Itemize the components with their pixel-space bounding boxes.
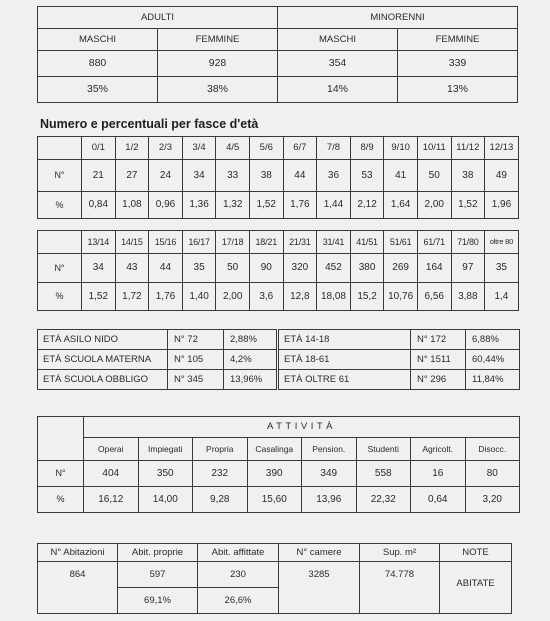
corner-cell [38, 137, 82, 160]
housing-header: N° camere [279, 544, 360, 562]
age-range-header: 31/41 [317, 231, 351, 254]
age-range-header: 5/6 [249, 137, 283, 160]
table-row [38, 350, 520, 370]
age-range-header: 17/18 [216, 231, 250, 254]
percent-cell: 0,84 [82, 192, 116, 219]
count-cell: 380 [350, 254, 384, 283]
age-range-header: 9/10 [384, 137, 418, 160]
age-range-header: 11/12 [451, 137, 485, 160]
percent-cell: 2,00 [417, 192, 451, 219]
count-cell: 269 [384, 254, 418, 283]
count-cell: 49 [485, 160, 519, 192]
percent-cell: 12,8 [283, 283, 317, 311]
count-cell: 320 [283, 254, 317, 283]
age-range-header: 8/9 [350, 137, 384, 160]
housing-header: NOTE [440, 544, 512, 562]
percent-cell: 14,00 [138, 487, 193, 513]
count-cell: 404 [84, 461, 139, 487]
count-cell: 53 [350, 160, 384, 192]
table-row [38, 562, 512, 588]
activity-header: Casalinga [247, 438, 302, 461]
percent-cell: 1,44 [317, 192, 351, 219]
percent-cell: 38% [158, 77, 278, 103]
age-range-header: 21/31 [283, 231, 317, 254]
table-row [38, 417, 520, 438]
activity-title: ATTIVITÀ [84, 417, 520, 438]
count-cell: 44 [283, 160, 317, 192]
count-cell: 16 [411, 461, 466, 487]
count-cell: 350 [138, 461, 193, 487]
percent-cell: 15,2 [350, 283, 384, 311]
age-category-label: ETÀ SCUOLA MATERNA [38, 350, 168, 370]
count-cell: 50 [417, 160, 451, 192]
count-cell: 232 [193, 461, 248, 487]
age-groups-table-2 [37, 230, 519, 311]
table-row [38, 137, 519, 160]
table-row [38, 544, 512, 562]
count-cell: 43 [115, 254, 149, 283]
housing-header: N° Abitazioni [38, 544, 118, 562]
age-range-header: 13/14 [82, 231, 116, 254]
count-cell: 33 [216, 160, 250, 192]
percent-cell: 3,88 [451, 283, 485, 311]
rooms-count: 3285 [279, 562, 360, 614]
percent-cell: 13,96 [302, 487, 357, 513]
count-cell: 90 [249, 254, 283, 283]
count-cell: 50 [216, 254, 250, 283]
count-cell: N° 345 [168, 370, 224, 390]
percent-cell: 1,52 [249, 192, 283, 219]
percent-cell: 1,4 [485, 283, 519, 311]
age-category-label: ETÀ SCUOLA OBBLIGO [38, 370, 168, 390]
count-cell: 880 [38, 51, 158, 77]
percent-cell: 1,40 [182, 283, 216, 311]
housing-header: Abit. affittate [198, 544, 279, 562]
activity-header: Studenti [356, 438, 411, 461]
activity-header: Disocc. [465, 438, 520, 461]
count-cell: N° 296 [411, 370, 466, 390]
age-range-header: 51/61 [384, 231, 418, 254]
age-categories-table [37, 329, 520, 390]
age-range-header: 10/11 [417, 137, 451, 160]
row-label: % [38, 192, 82, 219]
count-cell: 21 [82, 160, 116, 192]
housing-header: Abit. proprie [118, 544, 198, 562]
activity-header: Impiegati [138, 438, 193, 461]
table-row [38, 254, 519, 283]
count-cell: N° 172 [411, 330, 466, 350]
count-cell: 36 [317, 160, 351, 192]
count-cell: N° 72 [168, 330, 224, 350]
age-range-header: 3/4 [182, 137, 216, 160]
percent-cell: 60,44% [466, 350, 520, 370]
age-category-label: ETÀ ASILO NIDO [38, 330, 168, 350]
row-label: N° [38, 461, 84, 487]
percent-cell: 1,52 [82, 283, 116, 311]
table-row [38, 330, 520, 350]
percent-cell: 16,12 [84, 487, 139, 513]
activity-table [37, 416, 520, 513]
count-cell: 339 [398, 51, 518, 77]
housing-table [37, 543, 512, 614]
row-label: % [38, 283, 82, 311]
percent-cell: 1,96 [485, 192, 519, 219]
housing-count: 864 [38, 562, 118, 614]
percent-cell: 13% [398, 77, 518, 103]
corner-cell [38, 231, 82, 254]
age-groups-title: Numero e percentuali per fasce d'età [40, 117, 259, 131]
activity-header: Pension. [302, 438, 357, 461]
age-range-header: 2/3 [149, 137, 183, 160]
age-category-label: ETÀ OLTRE 61 [278, 370, 411, 390]
maschi-header: MASCHI [38, 29, 158, 51]
age-range-header: 15/16 [149, 231, 183, 254]
row-label: N° [38, 254, 82, 283]
age-range-header: 61/71 [417, 231, 451, 254]
table-row [38, 487, 520, 513]
age-range-header: 14/15 [115, 231, 149, 254]
corner-cell [38, 417, 84, 461]
percent-cell: 6,88% [466, 330, 520, 350]
percent-cell: 1,08 [115, 192, 149, 219]
count-cell: 390 [247, 461, 302, 487]
count-cell: 44 [149, 254, 183, 283]
count-cell: N° 1511 [411, 350, 466, 370]
table-row [38, 461, 520, 487]
count-cell: 35 [485, 254, 519, 283]
percent-cell: 13,96% [224, 370, 278, 390]
count-cell: 24 [149, 160, 183, 192]
count-cell: 164 [417, 254, 451, 283]
count-cell: 354 [278, 51, 398, 77]
percent-cell: 0,64 [411, 487, 466, 513]
notes-value: ABITATE [440, 562, 512, 614]
percent-cell: 2,12 [350, 192, 384, 219]
count-cell: 38 [249, 160, 283, 192]
age-groups-table-1 [37, 136, 519, 219]
count-cell: 34 [82, 254, 116, 283]
percent-cell: 1,36 [182, 192, 216, 219]
table-row [38, 160, 519, 192]
percent-cell: 18,08 [317, 283, 351, 311]
minorenni-header: MINORENNI [278, 7, 518, 29]
percent-cell: 4,2% [224, 350, 278, 370]
percent-cell: 2,00 [216, 283, 250, 311]
age-range-header: 41/51 [350, 231, 384, 254]
count-cell: 34 [182, 160, 216, 192]
age-range-header: 1/2 [115, 137, 149, 160]
population-table [37, 6, 518, 103]
count-cell: 452 [317, 254, 351, 283]
percent-cell: 1,76 [149, 283, 183, 311]
activity-header: Operai [84, 438, 139, 461]
owned-percent: 69,1% [118, 588, 198, 614]
count-cell: 80 [465, 461, 520, 487]
age-range-header: 0/1 [82, 137, 116, 160]
percent-cell: 35% [38, 77, 158, 103]
age-range-header: 16/17 [182, 231, 216, 254]
row-label: % [38, 487, 84, 513]
percent-cell: 3,6 [249, 283, 283, 311]
maschi-header: MASCHI [278, 29, 398, 51]
age-range-header: 7/8 [317, 137, 351, 160]
percent-cell: 1,72 [115, 283, 149, 311]
percent-cell: 1,76 [283, 192, 317, 219]
surface-value: 74.778 [360, 562, 440, 614]
count-cell: 35 [182, 254, 216, 283]
age-range-header: oltre 80 [485, 231, 519, 254]
age-range-header: 6/7 [283, 137, 317, 160]
femmine-header: FEMMINE [398, 29, 518, 51]
percent-cell: 9,28 [193, 487, 248, 513]
percent-cell: 1,32 [216, 192, 250, 219]
table-row [38, 231, 519, 254]
count-cell: 928 [158, 51, 278, 77]
count-cell: 558 [356, 461, 411, 487]
activity-header: Propria [193, 438, 248, 461]
percent-cell: 14% [278, 77, 398, 103]
percent-cell: 1,52 [451, 192, 485, 219]
age-category-label: ETÀ 18-61 [278, 350, 411, 370]
percent-cell: 15,60 [247, 487, 302, 513]
percent-cell: 0,96 [149, 192, 183, 219]
count-cell: N° 105 [168, 350, 224, 370]
adulti-header: ADULTI [38, 7, 278, 29]
count-cell: 97 [451, 254, 485, 283]
percent-cell: 11,84% [466, 370, 520, 390]
percent-cell: 3,20 [465, 487, 520, 513]
percent-cell: 10,76 [384, 283, 418, 311]
count-cell: 349 [302, 461, 357, 487]
percent-cell: 22,32 [356, 487, 411, 513]
count-cell: 27 [115, 160, 149, 192]
rented-percent: 26,6% [198, 588, 279, 614]
activity-header: Agricolt. [411, 438, 466, 461]
age-range-header: 71/80 [451, 231, 485, 254]
age-range-header: 4/5 [216, 137, 250, 160]
femmine-header: FEMMINE [158, 29, 278, 51]
owned-count: 597 [118, 562, 198, 588]
count-cell: 38 [451, 160, 485, 192]
table-row [38, 370, 520, 390]
percent-cell: 1,64 [384, 192, 418, 219]
rented-count: 230 [198, 562, 279, 588]
percent-cell: 6,56 [417, 283, 451, 311]
age-range-header: 18/21 [249, 231, 283, 254]
housing-header: Sup. m² [360, 544, 440, 562]
row-label: N° [38, 160, 82, 192]
table-row [38, 438, 520, 461]
table-row [38, 192, 519, 219]
percent-cell: 2,88% [224, 330, 278, 350]
count-cell: 41 [384, 160, 418, 192]
table-row [38, 283, 519, 311]
age-range-header: 12/13 [485, 137, 519, 160]
age-category-label: ETÀ 14-18 [278, 330, 411, 350]
